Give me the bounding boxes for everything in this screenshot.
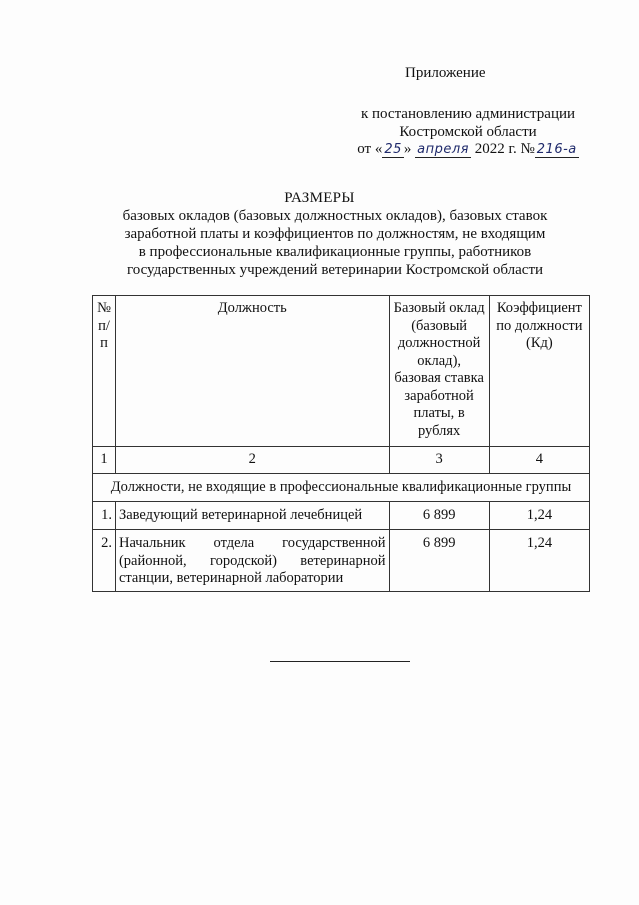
decree-number-handwritten: 216-а — [536, 142, 577, 157]
subtitle-line-3: в профессиональные квалификационные группы, работников — [138, 244, 532, 260]
column-number: 3 — [389, 447, 489, 474]
row-coefficient: 1,24 — [489, 502, 589, 530]
row-salary: 6 899 — [389, 530, 489, 592]
date-year: 2022 г. № — [474, 141, 535, 157]
row-salary: 6 899 — [389, 502, 489, 530]
table-header-row — [93, 296, 590, 447]
header-position: Должность — [115, 296, 389, 447]
subtitle-line-2: заработной платы и коэффициентов по должностям, не входящим — [124, 226, 546, 242]
date-prefix: от « — [357, 141, 383, 157]
subtitle-line-4: государственных учреждений ветеринарии Костромской области — [126, 262, 544, 278]
header-salary: Базовый оклад (базовый должностной оклад), базовая ставка заработной платы, в рублях — [389, 296, 489, 447]
header-coef: Коэффициент по должности (Кд) — [489, 296, 589, 447]
column-number: 2 — [115, 447, 389, 474]
salary-table — [92, 295, 590, 592]
row-coefficient: 1,24 — [489, 530, 589, 592]
table-row — [93, 530, 590, 592]
section-title: Должности, не входящие в профессиональные квалификационные группы — [93, 474, 590, 502]
header-num: № п/п — [93, 296, 116, 447]
date-day-handwritten: 25 — [384, 142, 402, 157]
row-position: Начальник отдела государственной (районной, городской) ветеринарной станции, ветеринарной лаборатории — [115, 530, 389, 592]
row-number: 2. — [93, 530, 116, 592]
column-number-row — [93, 447, 590, 474]
section-row — [93, 474, 590, 502]
closing-rule — [270, 661, 410, 662]
decree-reference — [350, 106, 586, 159]
column-number: 4 — [489, 447, 589, 474]
row-position: Заведующий ветеринарной лечебницей — [115, 502, 389, 530]
decree-line-2: Костромской области — [399, 123, 537, 140]
row-number: 1. — [93, 502, 116, 530]
subtitle-line-1: базовых окладов (базовых должностных окладов), базовых ставок — [122, 208, 548, 224]
appendix-label: Приложение — [405, 65, 486, 81]
table-row — [93, 502, 590, 530]
date-quote-close: » — [403, 141, 412, 157]
date-month-handwritten: апреля — [417, 142, 469, 157]
document-subtitle — [100, 207, 570, 279]
column-number: 1 — [93, 447, 116, 474]
decree-date-line — [350, 141, 586, 159]
document-title: РАЗМЕРЫ — [284, 190, 355, 206]
decree-line-1: к постановлению администрации — [360, 106, 576, 122]
